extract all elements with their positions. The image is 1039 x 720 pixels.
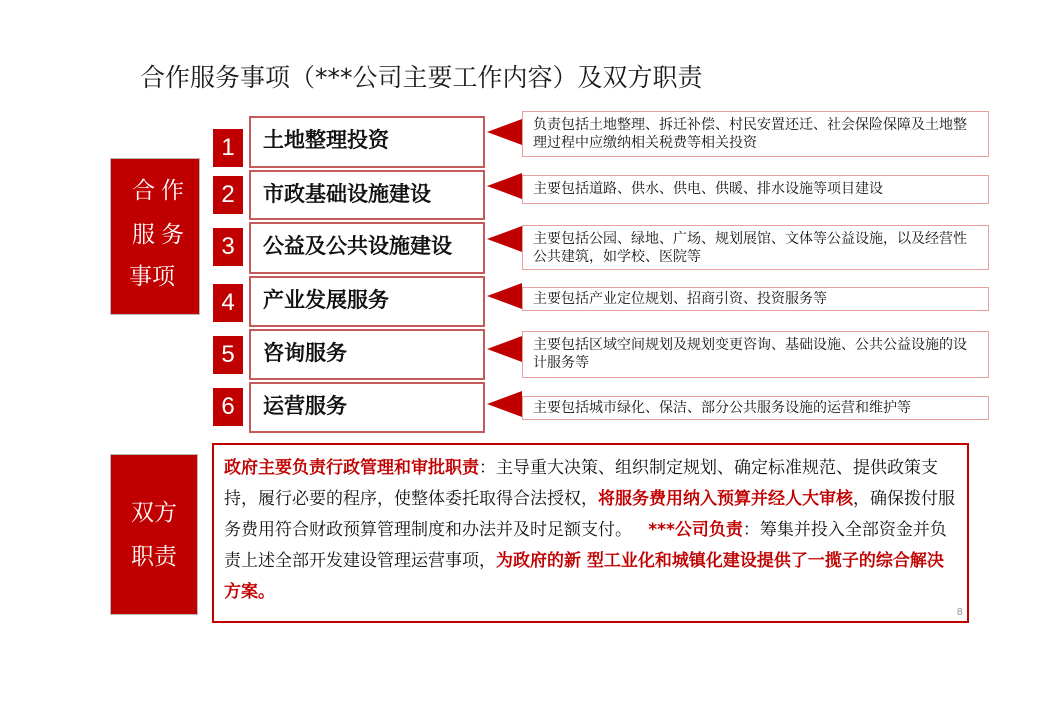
company-responsibility-heading: ***公司负责	[648, 520, 743, 540]
solution-emphasis: 为政府的新 型工业化和城镇化建设提供了一揽子的综合解决方案。	[224, 551, 944, 602]
service-item-label: 运营服务	[263, 394, 347, 418]
service-description: 主要包括区域空间规划及规划变更咨询、基础设施、公共公益设施的设计服务等	[522, 331, 989, 378]
label-char: 务	[161, 222, 184, 248]
service-description: 主要包括公园、绿地、广场、规划展馆、文体等公益设施，以及经营性公共建筑，如学校、医院等	[522, 225, 989, 270]
service-item-label: 产业发展服务	[263, 288, 389, 312]
mutual-responsibilities-label	[110, 454, 198, 615]
service-item-label: 市政基础设施建设	[263, 182, 431, 206]
label-char: 事项	[129, 264, 175, 290]
arrow-left-icon	[487, 391, 522, 417]
item-number: 3	[213, 228, 243, 266]
service-item-label: 公益及公共设施建设	[263, 234, 452, 258]
service-item	[249, 170, 485, 220]
label-char: 合	[132, 178, 155, 204]
service-item-label: 咨询服务	[263, 341, 347, 365]
service-description: 主要包括道路、供水、供电、供暖、排水设施等项目建设	[522, 175, 989, 204]
arrow-left-icon	[487, 336, 522, 362]
service-item	[249, 222, 485, 274]
service-item	[249, 382, 485, 433]
service-description: 主要包括产业定位规划、招商引资、投资服务等	[522, 287, 989, 311]
label-char: 作	[161, 178, 184, 204]
service-item	[249, 329, 485, 380]
service-item-label: 土地整理投资	[263, 128, 389, 152]
arrow-left-icon	[487, 173, 522, 199]
label-line: 双方	[131, 500, 177, 526]
service-item	[249, 276, 485, 327]
gov-responsibility-text: ：主导重大决策、组织制定规划、确定标准规范、提供政策支持，履行必要的程序，使整体委托取得合法授权，	[224, 458, 938, 509]
gov-responsibility-heading: 政府主要负责行政管理和审批职责	[224, 458, 479, 478]
service-description: 主要包括城市绿化、保洁、部分公共服务设施的运营和维护等	[522, 396, 989, 420]
service-description: 负责包括土地整理、拆迁补偿、村民安置还迁、社会保险保障及土地整理过程中应缴纳相关税费等相关投资	[522, 111, 989, 157]
gov-responsibility-text: ，确保拨付服务费用符合财政预算管理制度和办法并及时足额支付。	[224, 489, 955, 540]
page-title: 合作服务事项（***公司主要工作内容）及双方职责	[140, 63, 703, 92]
item-number: 4	[213, 284, 243, 322]
arrow-left-icon	[487, 283, 522, 309]
page-number: 8	[956, 607, 963, 618]
item-number: 6	[213, 388, 243, 426]
responsibilities-box	[212, 443, 969, 623]
label-char: 服	[132, 222, 155, 248]
arrow-left-icon	[487, 119, 522, 145]
budget-emphasis: 将服务费用纳入预算并经人大审核	[598, 489, 853, 509]
label-line: 职责	[131, 544, 177, 570]
service-item	[249, 116, 485, 168]
item-number: 5	[213, 336, 243, 374]
item-number: 2	[213, 176, 243, 214]
arrow-left-icon	[487, 226, 522, 252]
item-number: 1	[213, 129, 243, 167]
cooperation-services-label	[110, 158, 200, 315]
company-responsibility-text: ：筹集并投入全部资金并负责上述全部开发建设管理运营事项，	[224, 520, 947, 571]
